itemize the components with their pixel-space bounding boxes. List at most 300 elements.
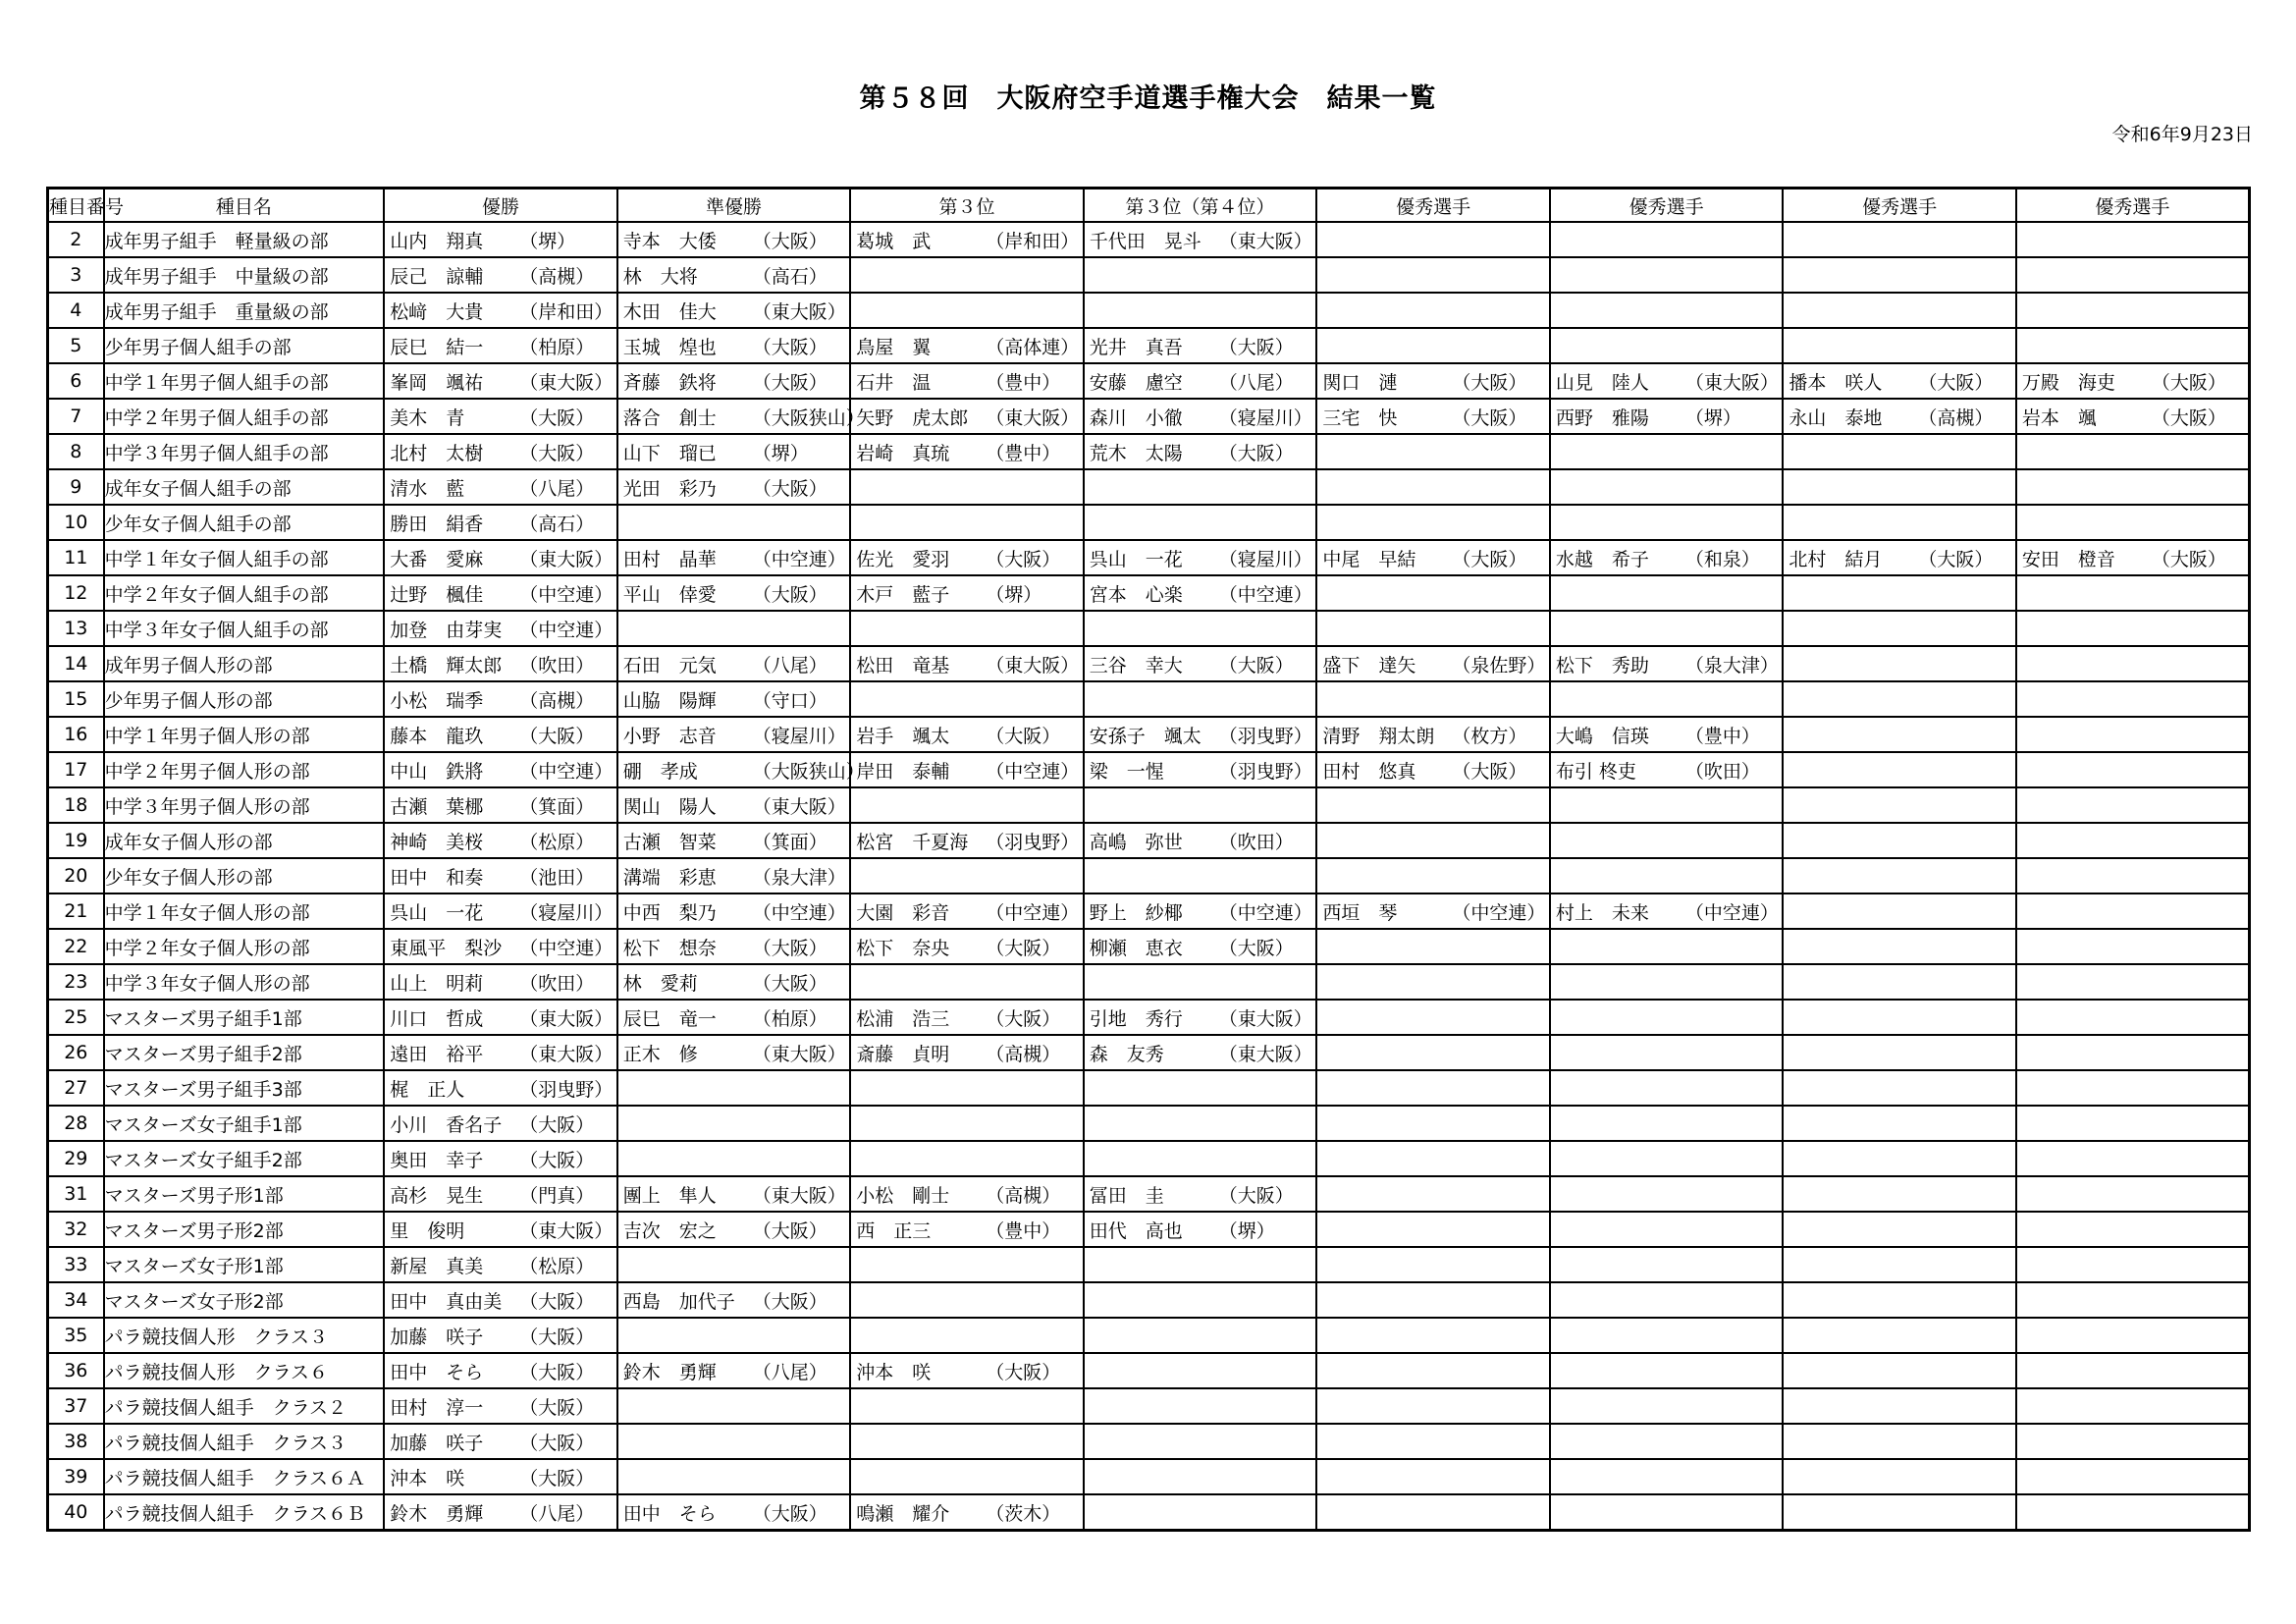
excellent-3-cell <box>1783 681 2016 717</box>
third-place-fourth-cell <box>1084 929 1317 964</box>
player-club: （中空連） <box>1218 901 1312 924</box>
excellent-4-cell <box>2016 505 2250 540</box>
event-number-cell: 33 <box>48 1247 104 1282</box>
header-third-place-fourth: 第３位（第４位） <box>1084 189 1317 223</box>
player-club: （中空連） <box>519 619 614 641</box>
player-name: 加藤 咲子 <box>390 1432 484 1454</box>
player-club: （松原） <box>519 831 595 853</box>
excellent-1-cell <box>1316 540 1550 575</box>
third-place-fourth-cell <box>1084 257 1317 293</box>
excellent-4-cell <box>2016 646 2250 681</box>
table-row <box>48 293 2250 328</box>
excellent-3-cell <box>1783 434 2016 469</box>
runner-up-cell <box>617 293 851 328</box>
event-name-cell: 少年男子個人形の部 <box>104 681 385 717</box>
excellent-1-cell <box>1316 1247 1550 1282</box>
player-club: （大阪） <box>752 937 828 959</box>
player-name: 里 俊明 <box>390 1219 465 1242</box>
runner-up-cell <box>617 1212 851 1247</box>
winner-cell <box>384 1247 617 1282</box>
player-club: （大阪） <box>1452 406 1527 429</box>
excellent-4-cell <box>2016 858 2250 893</box>
excellent-3-cell <box>1783 858 2016 893</box>
event-number-cell: 34 <box>48 1282 104 1318</box>
event-number-cell: 11 <box>48 540 104 575</box>
third-place-fourth-cell <box>1084 1176 1317 1212</box>
player-club: （中空連） <box>1218 583 1312 606</box>
player-club: （中空連） <box>519 583 614 606</box>
third-place-fourth-cell <box>1084 964 1317 1000</box>
winner-cell <box>384 505 617 540</box>
player-club: （大阪） <box>519 1396 595 1419</box>
runner-up-cell <box>617 1000 851 1035</box>
third-place-cell <box>850 434 1084 469</box>
player-name: 万殿 海吏 <box>2021 371 2115 394</box>
excellent-3-cell <box>1783 823 2016 858</box>
excellent-1-cell <box>1316 1459 1550 1494</box>
player-name: 落合 創士 <box>622 406 717 429</box>
runner-up-cell <box>617 752 865 787</box>
third-place-fourth-cell <box>1084 611 1317 646</box>
event-number-cell: 40 <box>48 1494 104 1531</box>
player-name: 鈴木 勇輝 <box>390 1502 484 1525</box>
player-club: （東大阪） <box>752 795 846 818</box>
header-excellent-player-2: 優秀選手 <box>1550 189 1784 223</box>
excellent-2-cell <box>1550 787 1784 823</box>
excellent-1-cell <box>1316 434 1550 469</box>
player-club: （大阪狭山） <box>752 760 865 783</box>
runner-up-cell <box>617 893 851 929</box>
excellent-4-cell <box>2016 823 2250 858</box>
player-club: （豊中） <box>986 371 1061 394</box>
excellent-3-cell <box>1783 1353 2016 1388</box>
excellent-4-cell <box>2016 1388 2250 1424</box>
player-name: 沖本 咲 <box>390 1467 465 1489</box>
player-club: （守口） <box>752 689 828 712</box>
event-name-cell: 少年女子個人形の部 <box>104 858 385 893</box>
player-club: （大阪） <box>986 548 1061 570</box>
player-club: （高石） <box>752 265 828 288</box>
player-club: （高石） <box>519 513 595 535</box>
excellent-2-cell <box>1550 823 1784 858</box>
winner-cell <box>384 646 617 681</box>
player-name: 團上 隼人 <box>622 1184 717 1207</box>
table-row <box>48 1212 2250 1247</box>
third-place-cell <box>850 222 1084 257</box>
event-number-cell: 21 <box>48 893 104 929</box>
winner-cell <box>384 328 617 363</box>
table-row <box>48 575 2250 611</box>
third-place-fourth-cell <box>1084 434 1317 469</box>
excellent-3-cell <box>1783 469 2016 505</box>
excellent-2-cell <box>1550 1459 1784 1494</box>
third-place-fourth-cell <box>1084 505 1317 540</box>
excellent-4-cell <box>2016 1176 2250 1212</box>
player-name: 岸田 泰輔 <box>856 760 950 783</box>
player-name: 辰巳 竜一 <box>622 1007 717 1030</box>
player-name: 荒木 太陽 <box>1089 442 1183 464</box>
excellent-4-cell <box>2016 293 2250 328</box>
winner-cell <box>384 1141 617 1176</box>
event-number-cell: 8 <box>48 434 104 469</box>
excellent-3-cell <box>1783 1212 2016 1247</box>
runner-up-cell <box>617 399 865 434</box>
player-name: 勝田 絹香 <box>390 513 484 535</box>
winner-cell <box>384 1000 617 1035</box>
player-name: 岩本 颯 <box>2021 406 2097 429</box>
player-club: （大阪） <box>986 1361 1061 1383</box>
excellent-4-cell <box>2016 929 2250 964</box>
player-name: 播本 咲人 <box>1789 371 1883 394</box>
player-name: 藤本 龍玖 <box>390 725 484 747</box>
third-place-cell <box>850 787 1084 823</box>
excellent-3-cell <box>1783 1070 2016 1106</box>
event-name-cell: パラ競技個人組手 クラス６Ａ <box>104 1459 385 1494</box>
player-name: 光田 彩乃 <box>622 477 717 500</box>
player-club: （中空連） <box>1684 901 1779 924</box>
excellent-4-cell <box>2016 540 2250 575</box>
third-place-cell <box>850 1424 1084 1459</box>
event-number-cell: 23 <box>48 964 104 1000</box>
player-name: 松下 秀助 <box>1555 654 1649 677</box>
player-name: 水越 希子 <box>1555 548 1649 570</box>
third-place-fourth-cell <box>1084 893 1317 929</box>
event-number-cell: 19 <box>48 823 104 858</box>
player-name: 安田 橙音 <box>2021 548 2115 570</box>
excellent-3-cell <box>1783 787 2016 823</box>
third-place-cell <box>850 363 1084 399</box>
table-row <box>48 469 2250 505</box>
runner-up-cell <box>617 787 851 823</box>
winner-cell <box>384 858 617 893</box>
player-club: （中空連） <box>752 901 846 924</box>
table-row <box>48 611 2250 646</box>
player-name: 高杉 晃生 <box>390 1184 484 1207</box>
player-name: 西垣 琴 <box>1322 901 1398 924</box>
excellent-2-cell <box>1550 328 1784 363</box>
winner-cell <box>384 1459 617 1494</box>
winner-cell <box>384 893 617 929</box>
event-number-cell: 7 <box>48 399 104 434</box>
excellent-4-cell <box>2016 717 2250 752</box>
excellent-3-cell <box>1783 1424 2016 1459</box>
header-excellent-player-1: 優秀選手 <box>1316 189 1550 223</box>
excellent-2-cell <box>1550 893 1784 929</box>
table-row <box>48 505 2250 540</box>
player-name: 冨田 圭 <box>1089 1184 1164 1207</box>
event-name-cell: 成年男子組手 中量級の部 <box>104 257 385 293</box>
excellent-1-cell <box>1316 399 1550 434</box>
player-club: （羽曳野） <box>1218 725 1312 747</box>
excellent-4-cell <box>2016 469 2250 505</box>
player-club: （中空連） <box>752 548 846 570</box>
event-number-cell: 6 <box>48 363 104 399</box>
player-name: 斉藤 鉄将 <box>622 371 717 394</box>
player-club: （羽曳野） <box>986 831 1080 853</box>
player-club: （高槻） <box>519 689 595 712</box>
event-number-cell: 26 <box>48 1035 104 1070</box>
player-name: 硼 孝成 <box>622 760 698 783</box>
runner-up-cell <box>617 257 851 293</box>
winner-cell <box>384 1353 617 1388</box>
excellent-3-cell <box>1783 222 2016 257</box>
excellent-1-cell <box>1316 893 1550 929</box>
table-row <box>48 1070 2250 1106</box>
runner-up-cell <box>617 858 851 893</box>
player-name: 吉次 宏之 <box>622 1219 717 1242</box>
player-club: （大阪） <box>519 1361 595 1383</box>
header-row <box>48 189 2250 223</box>
third-place-fourth-cell <box>1084 1070 1317 1106</box>
runner-up-cell <box>617 1035 851 1070</box>
third-place-cell <box>850 1494 1084 1531</box>
third-place-fourth-cell <box>1084 540 1317 575</box>
table-row <box>48 929 2250 964</box>
excellent-1-cell <box>1316 1141 1550 1176</box>
third-place-cell <box>850 505 1084 540</box>
runner-up-cell <box>617 964 851 1000</box>
third-place-cell <box>850 1282 1084 1318</box>
table-row <box>48 222 2250 257</box>
table-row <box>48 752 2250 787</box>
table-row <box>48 1388 2250 1424</box>
player-name: 三宅 快 <box>1322 406 1398 429</box>
excellent-1-cell <box>1316 1424 1550 1459</box>
player-club: （大阪） <box>1218 654 1294 677</box>
player-name: 林 愛莉 <box>622 972 698 995</box>
excellent-3-cell <box>1783 363 2016 399</box>
table-row <box>48 1353 2250 1388</box>
player-club: （東大阪） <box>519 548 614 570</box>
event-number-cell: 3 <box>48 257 104 293</box>
table-row <box>48 540 2250 575</box>
player-club: （大阪狭山） <box>752 406 865 429</box>
winner-cell <box>384 964 617 1000</box>
excellent-3-cell <box>1783 1106 2016 1141</box>
player-name: 大嶋 信瑛 <box>1555 725 1649 747</box>
excellent-2-cell <box>1550 222 1784 257</box>
table-row <box>48 681 2250 717</box>
event-number-cell: 5 <box>48 328 104 363</box>
player-club: （大阪） <box>519 1326 595 1348</box>
event-number-cell: 38 <box>48 1424 104 1459</box>
winner-cell <box>384 1212 617 1247</box>
excellent-4-cell <box>2016 363 2250 399</box>
excellent-1-cell <box>1316 646 1550 681</box>
excellent-2-cell <box>1550 964 1784 1000</box>
excellent-1-cell <box>1316 1388 1550 1424</box>
excellent-2-cell <box>1550 858 1784 893</box>
excellent-3-cell <box>1783 1141 2016 1176</box>
excellent-3-cell <box>1783 752 2016 787</box>
event-name-cell: 中学１年女子個人組手の部 <box>104 540 385 575</box>
player-club: （吹田） <box>519 972 595 995</box>
player-name: 正木 修 <box>622 1043 698 1065</box>
event-name-cell: パラ競技個人形 クラス６ <box>104 1353 385 1388</box>
player-name: 遠田 裕平 <box>390 1043 484 1065</box>
runner-up-cell <box>617 469 851 505</box>
player-name: 辰巳 結一 <box>390 336 484 358</box>
player-name: 古瀬 葉梛 <box>390 795 484 818</box>
third-place-fourth-cell <box>1084 1035 1317 1070</box>
runner-up-cell <box>617 1282 851 1318</box>
event-number-cell: 4 <box>48 293 104 328</box>
event-number-cell: 37 <box>48 1388 104 1424</box>
player-name: 岩崎 真琉 <box>856 442 950 464</box>
excellent-2-cell <box>1550 681 1784 717</box>
player-name: 田中 和奏 <box>390 866 484 889</box>
excellent-1-cell <box>1316 1353 1550 1388</box>
excellent-4-cell <box>2016 787 2250 823</box>
player-club: （大阪） <box>752 371 828 394</box>
player-club: （高槻） <box>986 1043 1061 1065</box>
winner-cell <box>384 1035 617 1070</box>
player-club: （大阪） <box>2151 548 2226 570</box>
player-club: （東大阪） <box>986 406 1080 429</box>
player-club: （堺） <box>986 583 1042 606</box>
event-name-cell: パラ競技個人組手 クラス２ <box>104 1388 385 1424</box>
event-number-cell: 32 <box>48 1212 104 1247</box>
excellent-3-cell <box>1783 293 2016 328</box>
table-row <box>48 1035 2250 1070</box>
third-place-cell <box>850 575 1084 611</box>
event-name-cell: 中学３年女子個人組手の部 <box>104 611 385 646</box>
player-club: （大阪） <box>752 230 828 252</box>
excellent-2-cell <box>1550 505 1784 540</box>
excellent-2-cell <box>1550 1494 1784 1531</box>
player-club: （東大阪） <box>1218 1007 1312 1030</box>
header-excellent-player-4: 優秀選手 <box>2016 189 2250 223</box>
excellent-1-cell <box>1316 858 1550 893</box>
player-name: 鳥屋 翼 <box>856 336 932 358</box>
excellent-1-cell <box>1316 823 1550 858</box>
excellent-2-cell <box>1550 575 1784 611</box>
third-place-cell <box>850 399 1084 434</box>
player-name: 北村 太樹 <box>390 442 484 464</box>
player-club: （中空連） <box>986 901 1080 924</box>
player-name: 引地 秀行 <box>1089 1007 1183 1030</box>
player-club: （和泉） <box>1684 548 1760 570</box>
player-club: （大阪） <box>752 1502 828 1525</box>
third-place-fourth-cell <box>1084 1106 1317 1141</box>
excellent-2-cell <box>1550 399 1784 434</box>
player-name: 峯岡 颯祐 <box>390 371 484 394</box>
player-name: 沖本 咲 <box>856 1361 932 1383</box>
player-name: 光井 真吾 <box>1089 336 1183 358</box>
player-name: 石井 温 <box>856 371 932 394</box>
excellent-4-cell <box>2016 1318 2250 1353</box>
third-place-fourth-cell <box>1084 681 1317 717</box>
event-name-cell: 成年男子個人形の部 <box>104 646 385 681</box>
table-row <box>48 646 2250 681</box>
player-name: 小松 瑞季 <box>390 689 484 712</box>
excellent-2-cell <box>1550 293 1784 328</box>
player-name: 佐光 愛羽 <box>856 548 950 570</box>
excellent-4-cell <box>2016 1353 2250 1388</box>
runner-up-cell <box>617 1459 851 1494</box>
player-club: （堺） <box>519 230 576 252</box>
third-place-fourth-cell <box>1084 399 1317 434</box>
excellent-4-cell <box>2016 1247 2250 1282</box>
winner-cell <box>384 1070 617 1106</box>
player-name: 呉山 一花 <box>390 901 484 924</box>
third-place-cell <box>850 328 1084 363</box>
player-name: 田中 そら <box>390 1361 484 1383</box>
third-place-cell <box>850 1388 1084 1424</box>
excellent-4-cell <box>2016 1459 2250 1494</box>
excellent-1-cell <box>1316 1106 1550 1141</box>
runner-up-cell <box>617 1424 851 1459</box>
third-place-cell <box>850 858 1084 893</box>
event-name-cell: マスターズ女子組手1部 <box>104 1106 385 1141</box>
player-club: （寝屋川） <box>1218 406 1312 429</box>
player-club: （大阪） <box>752 336 828 358</box>
player-club: （豊中） <box>986 1219 1061 1242</box>
winner-cell <box>384 399 617 434</box>
excellent-1-cell <box>1316 752 1550 787</box>
player-club: （箕面） <box>752 831 828 853</box>
player-club: （池田） <box>519 866 595 889</box>
excellent-4-cell <box>2016 752 2250 787</box>
player-club: （枚方） <box>1452 725 1527 747</box>
player-name: 鳴瀬 耀介 <box>856 1502 950 1525</box>
excellent-3-cell <box>1783 893 2016 929</box>
event-number-cell: 2 <box>48 222 104 257</box>
winner-cell <box>384 787 617 823</box>
event-name-cell: 中学３年男子個人形の部 <box>104 787 385 823</box>
excellent-2-cell <box>1550 1000 1784 1035</box>
winner-cell <box>384 1388 617 1424</box>
third-place-fourth-cell <box>1084 1247 1317 1282</box>
excellent-3-cell <box>1783 1388 2016 1424</box>
winner-cell <box>384 611 617 646</box>
event-name-cell: 成年女子個人組手の部 <box>104 469 385 505</box>
event-name-cell: 少年女子個人組手の部 <box>104 505 385 540</box>
header-event-name: 種目名 <box>104 189 385 223</box>
player-club: （大阪） <box>986 725 1061 747</box>
runner-up-cell <box>617 363 851 399</box>
excellent-3-cell <box>1783 1318 2016 1353</box>
player-name: 柳瀬 恵衣 <box>1089 937 1183 959</box>
player-name: 布引 柊吏 <box>1555 760 1636 783</box>
third-place-fourth-cell <box>1084 752 1317 787</box>
player-name: 山見 陸人 <box>1555 371 1649 394</box>
player-club: （寝屋川） <box>752 725 846 747</box>
player-name: 梁 一惺 <box>1089 760 1164 783</box>
player-club: （八尾） <box>519 1502 595 1525</box>
excellent-2-cell <box>1550 717 1784 752</box>
player-club: （東大阪） <box>1218 230 1312 252</box>
player-name: 盛下 達矢 <box>1322 654 1416 677</box>
player-name: 田代 高也 <box>1089 1219 1183 1242</box>
third-place-fourth-cell <box>1084 1141 1317 1176</box>
excellent-2-cell <box>1550 469 1784 505</box>
player-club: （柏原） <box>519 336 595 358</box>
event-name-cell: マスターズ男子形2部 <box>104 1212 385 1247</box>
header-runner-up: 準優勝 <box>617 189 851 223</box>
event-number-cell: 16 <box>48 717 104 752</box>
player-name: 小川 香名子 <box>390 1113 503 1136</box>
third-place-fourth-cell <box>1084 363 1317 399</box>
runner-up-cell <box>617 505 851 540</box>
player-club: （茨木） <box>986 1502 1061 1525</box>
excellent-1-cell <box>1316 1035 1550 1070</box>
excellent-1-cell <box>1316 222 1550 257</box>
excellent-4-cell <box>2016 1141 2250 1176</box>
third-place-fourth-cell <box>1084 293 1317 328</box>
excellent-1-cell <box>1316 717 1550 752</box>
event-name-cell: 中学１年女子個人形の部 <box>104 893 385 929</box>
